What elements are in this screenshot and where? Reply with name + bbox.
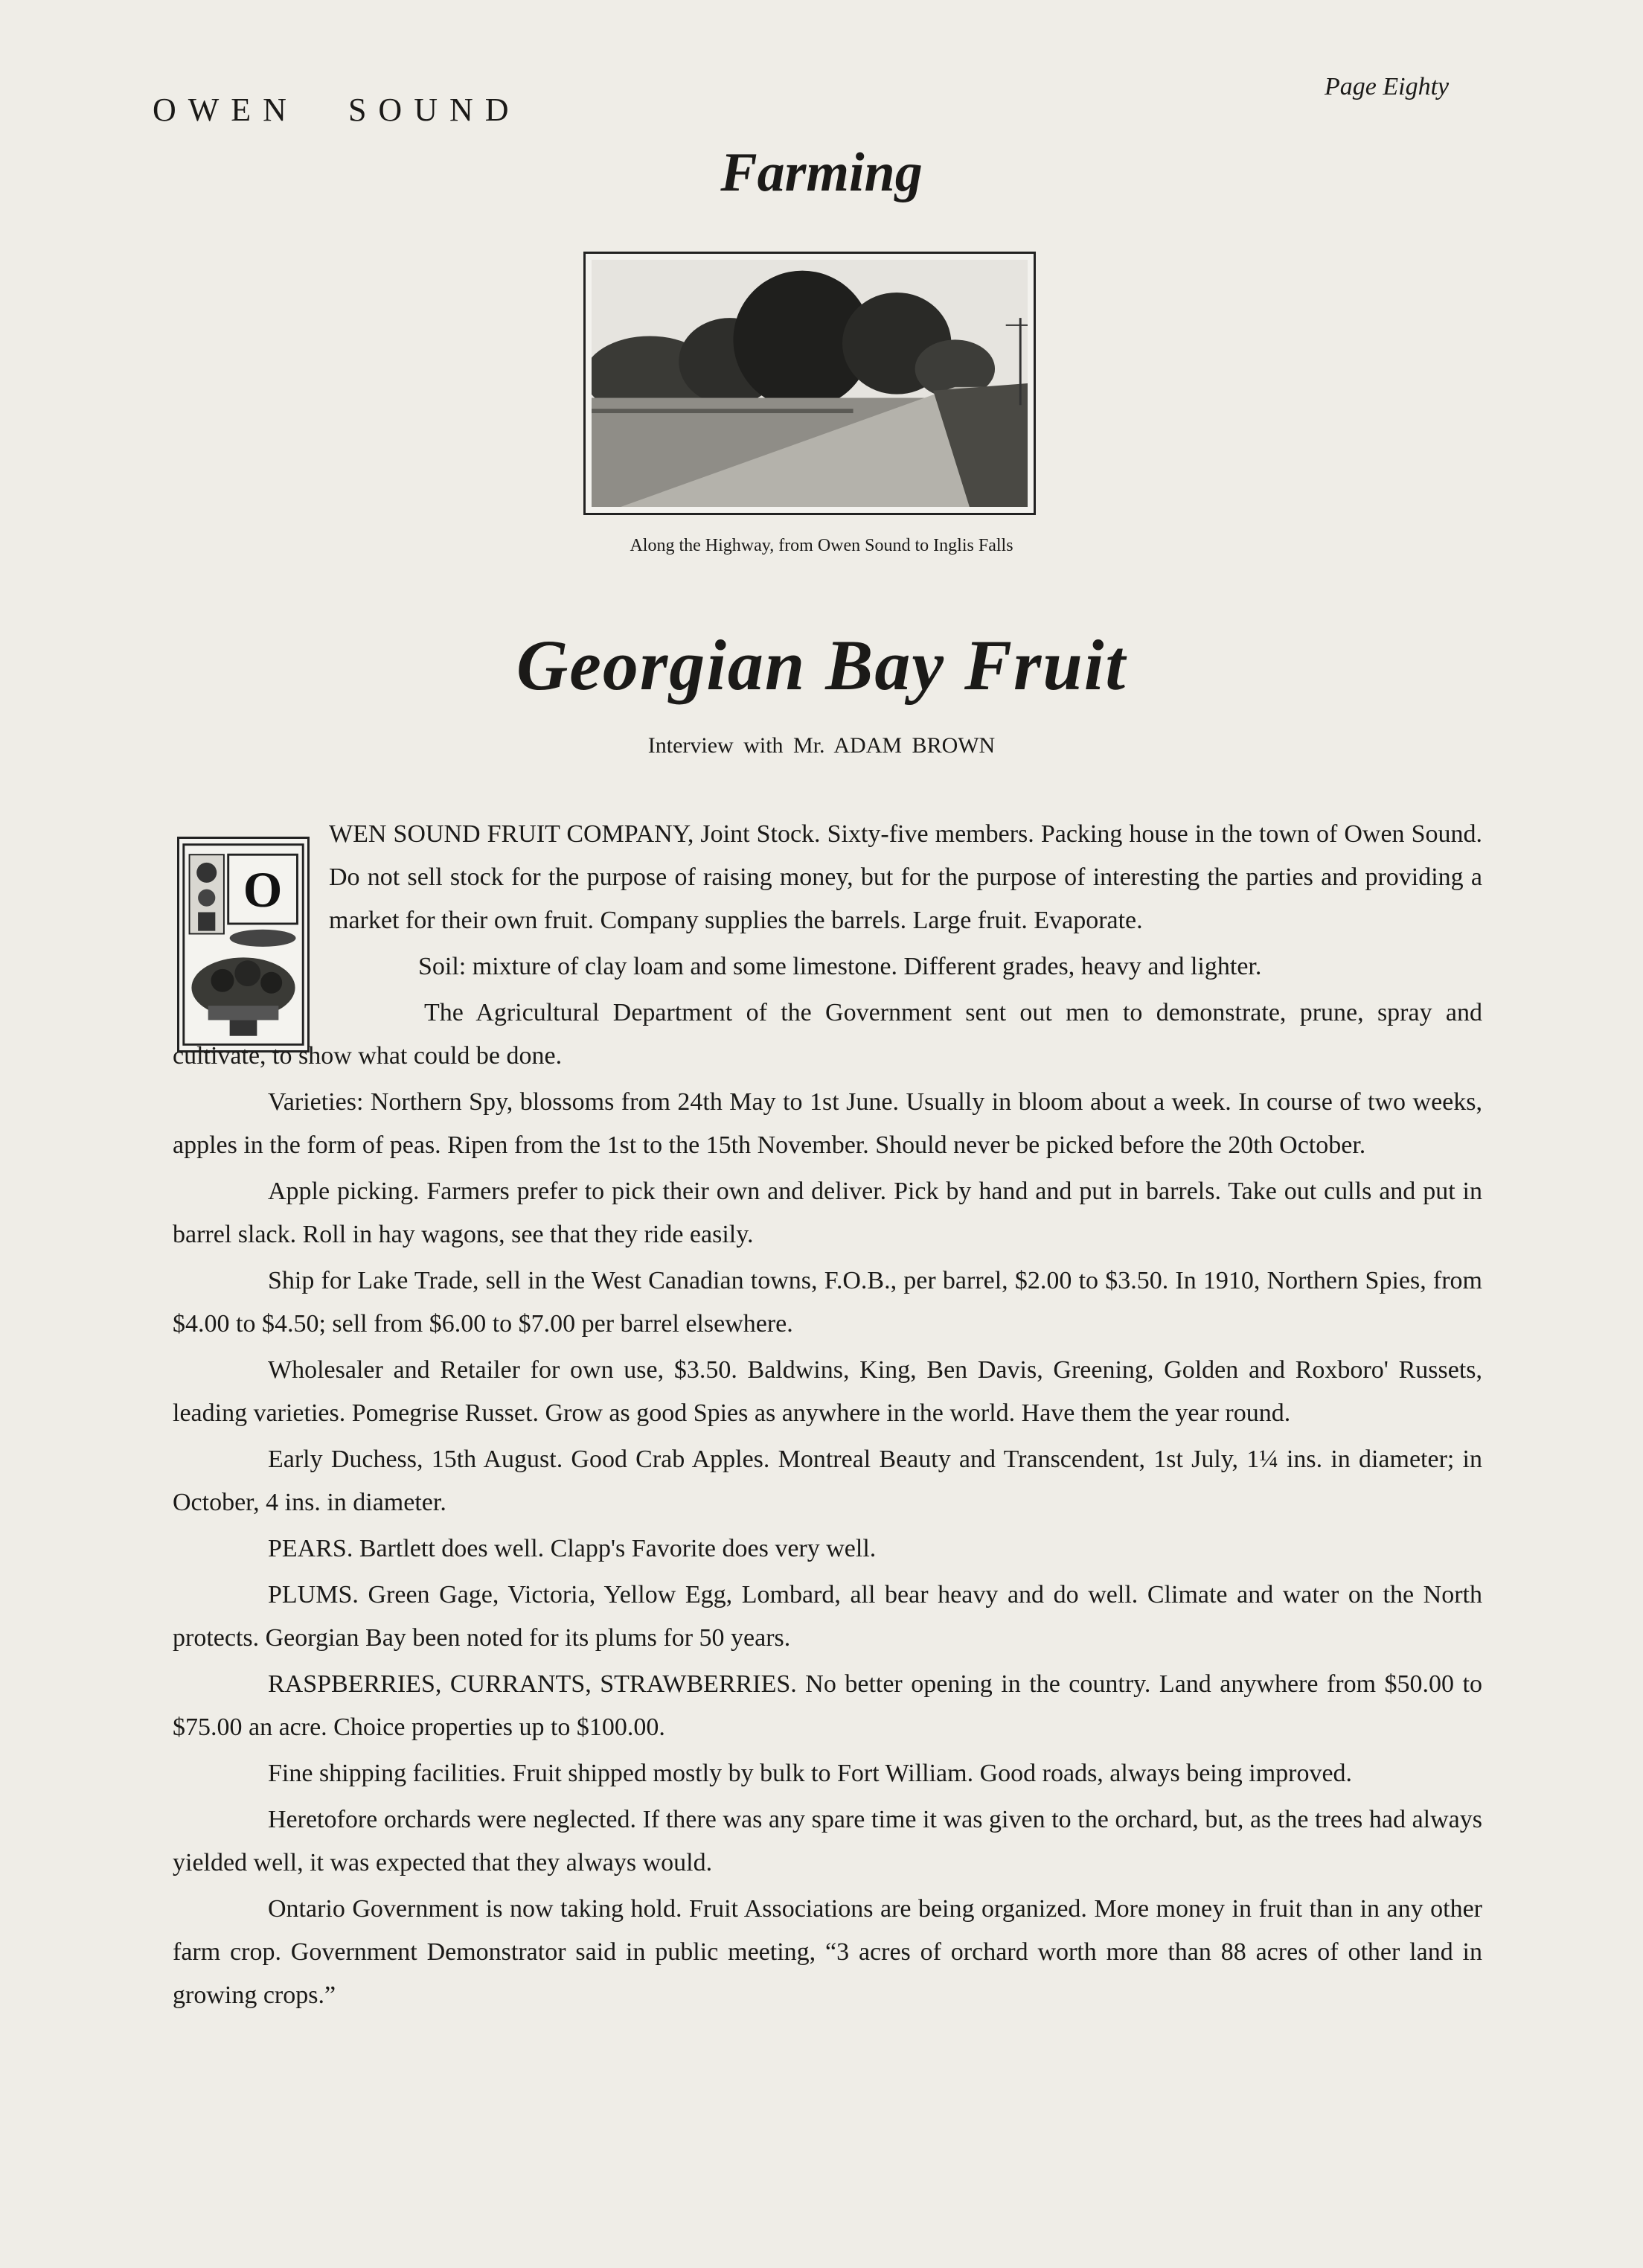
paragraph: PEARS. Bartlett does well. Clapp's Favorite does very well. bbox=[268, 1535, 877, 1562]
paragraph: WEN SOUND FRUIT COMPANY, Joint Stock. Sixty-five members. Packing house in the town of Owen Sound. Do not sell stock for the purpose of raising money, but for the purpose of interesting the parties and providing a market for their own fruit. Company supplies the barrels. Large fruit. Evaporate. bbox=[329, 820, 1482, 934]
page-number: Page Eighty bbox=[1325, 73, 1450, 100]
paragraph: RASPBERRIES, CURRANTS, STRAWBERRIES. No better opening in the country. Land anywhere from $50.00 to $75.00 an acre. Choice properties up to $100.00. bbox=[173, 1670, 1482, 1741]
article-title: Georgian Bay Fruit bbox=[516, 625, 1127, 705]
paragraph: The Agricultural Department of the Government sent out men to demonstrate, prune, spray and cultivate, to show what could be done. bbox=[173, 999, 1482, 1070]
running-header: OWEN SOUND bbox=[153, 92, 521, 128]
highway-photo bbox=[583, 252, 1036, 515]
road-landscape-image bbox=[592, 260, 1028, 507]
paragraph: Varieties: Northern Spy, blossoms from 24th May to 1st June. Usually in bloom about a week. In course of two weeks, apples in the form of peas. Ripen from the 1st to the 15th November. Should never be picked before the 20th October. bbox=[173, 1088, 1482, 1159]
article-body bbox=[173, 813, 1482, 2020]
paragraph: Ship for Lake Trade, sell in the West Canadian towns, F.O.B., per barrel, $2.00 to $3.50. In 1910, Northern Spies, from $4.00 to $4.50; sell from $6.00 to $7.00 per barrel elsewhere. bbox=[173, 1267, 1482, 1338]
paragraph: Heretofore orchards were neglected. If there was any spare time it was given to the orchard, but, as the trees had always yielded well, it was expected that they always would. bbox=[173, 1806, 1482, 1876]
paragraph: Ontario Government is now taking hold. Fruit Associations are being organized. More money in fruit than in any other farm crop. Government Demonstrator said in public meeting, “3 acres of orchard worth more than 88 acres of other land in growing crops.” bbox=[173, 1895, 1482, 2009]
photo-caption: Along the Highway, from Owen Sound to Inglis Falls bbox=[630, 536, 1013, 555]
section-title: Farming bbox=[720, 142, 923, 203]
article-subtitle: Interview with Mr. ADAM BROWN bbox=[647, 733, 996, 758]
paragraph: Early Duchess, 15th August. Good Crab Apples. Montreal Beauty and Transcendent, 1st July, 1¼ ins. in diameter; in October, 4 ins. in diameter. bbox=[173, 1446, 1482, 1516]
paragraph: PLUMS. Green Gage, Victoria, Yellow Egg, Lombard, all bear heavy and do well. Climate and water on the North protects. Georgian Bay been noted for its plums for 50 years. bbox=[173, 1581, 1482, 1652]
drop-cap-letter: O bbox=[243, 861, 283, 918]
paragraph: Apple picking. Farmers prefer to pick their own and deliver. Pick by hand and put in barrels. Take out culls and put in barrel slack. Roll in hay wagons, see that they ride easily. bbox=[173, 1178, 1482, 1248]
paragraph: Soil: mixture of clay loam and some limestone. Different grades, heavy and lighter. bbox=[418, 953, 1262, 980]
paragraph: Fine shipping facilities. Fruit shipped mostly by bulk to Fort William. Good roads, always being improved. bbox=[268, 1760, 1353, 1787]
paragraph: Wholesaler and Retailer for own use, $3.50. Baldwins, King, Ben Davis, Greening, Golden and Roxboro' Russets, leading varieties. Pomegrise Russet. Grow as good Spies as anywhere in the world. Have them the year round. bbox=[173, 1356, 1482, 1427]
